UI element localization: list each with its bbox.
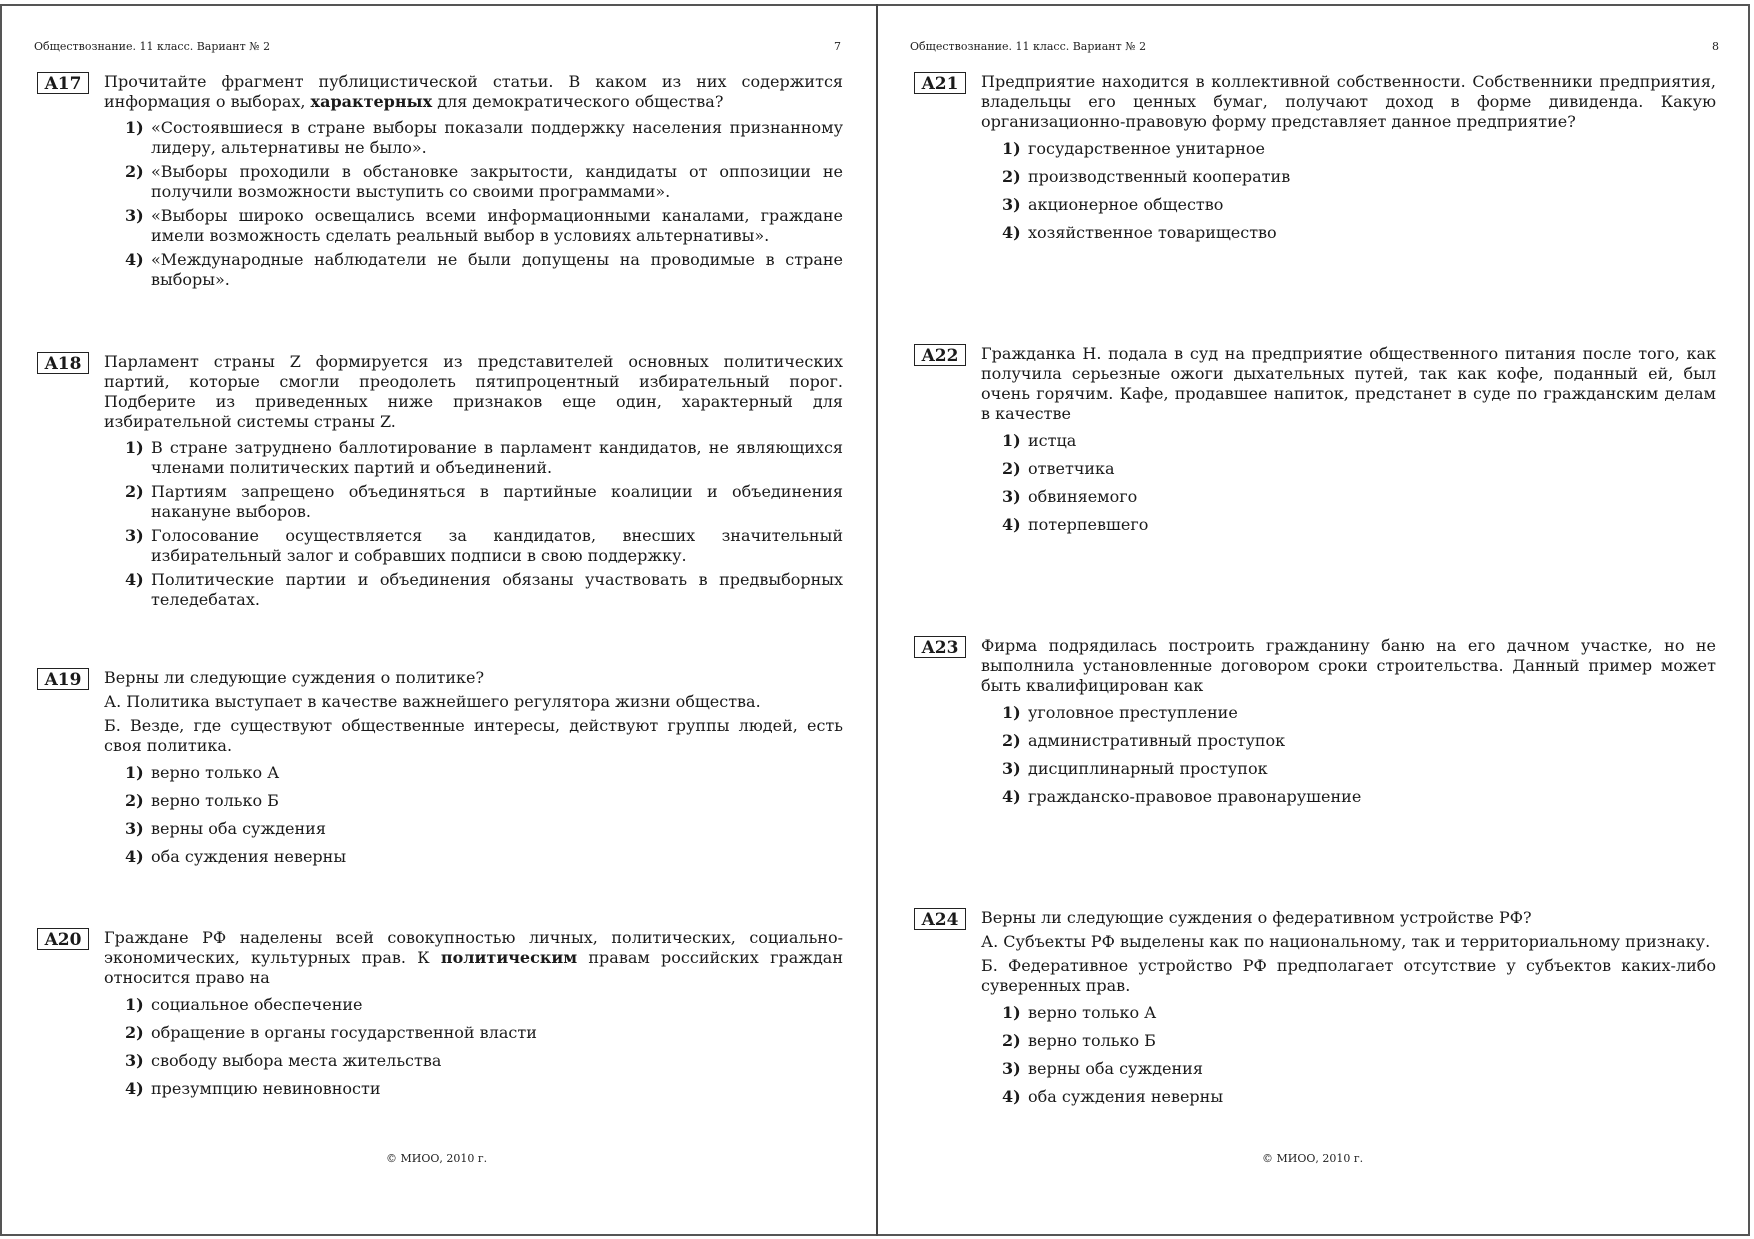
question-label: A24 — [914, 908, 966, 930]
question-text: Верны ли следующие суждения о федеративном устройстве РФ? — [981, 908, 1532, 927]
statement-a: А. Субъекты РФ выделены как по национальному, так и территориальному признаку. — [981, 932, 1711, 951]
question-text: Предприятие находится в коллективной собственности. Собственники предприятия, владельцы его ценных бумаг, получают доход в форме дивиденда. Какую организационно-правовую форму представляет данное предприятие? — [981, 72, 1716, 131]
question-body — [104, 928, 843, 1100]
answer-option[interactable]: 4) хозяйственное товарищество — [1002, 223, 1277, 242]
page-number: 7 — [834, 40, 841, 53]
answer-option[interactable]: 1) социальное обеспечение — [125, 995, 363, 1014]
question-label: A22 — [914, 344, 966, 366]
question-body — [981, 72, 1716, 244]
answer-option[interactable]: 2) административный проступок — [1002, 731, 1286, 750]
question-body — [104, 668, 843, 868]
question-body — [981, 344, 1716, 536]
answer-option[interactable]: 3) верны оба суждения — [1002, 1059, 1203, 1078]
question-label: A17 — [37, 72, 89, 94]
question-text: Верны ли следующие суждения о политике? — [104, 668, 485, 687]
page-header-title: Обществознание. 11 класс. Вариант № 2 — [910, 40, 1147, 53]
answer-options — [104, 763, 843, 868]
answer-option[interactable]: 2) ответчика — [1002, 459, 1115, 478]
page-7 — [0, 4, 876, 1236]
answer-option[interactable]: 4) оба суждения неверны — [1002, 1087, 1224, 1106]
question-label: A18 — [37, 352, 89, 374]
question-text: Граждане РФ наделены всей совокупностью личных, политических, социально-экономических, культурных прав. К политическим правам российских граждан относится право на — [104, 928, 844, 987]
question-body — [981, 908, 1716, 1108]
answer-option[interactable]: 2) производственный кооператив — [1002, 167, 1291, 186]
answer-option[interactable]: 4) оба суждения неверны — [125, 847, 347, 866]
answer-option[interactable]: 2) верно только Б — [1002, 1031, 1156, 1050]
question-text: Фирма подрядилась построить гражданину баню на его дачном участке, но не выполнила установленные договором сроки строительства. Данный пример может быть квалифицирован как — [981, 636, 1716, 695]
answer-option[interactable]: 1) В стране затруднено баллотирование в парламент кандидатов, не являющихся членами политических партий и объединений. — [125, 438, 843, 477]
answer-option[interactable]: 3) дисциплинарный проступок — [1002, 759, 1268, 778]
emphasis: характерных — [310, 92, 433, 111]
page-footer: © МИОО, 2010 г. — [386, 1152, 488, 1165]
answer-option[interactable]: 3) акционерное общество — [1002, 195, 1224, 214]
answer-option[interactable]: 1) «Состоявшиеся в стране выборы показали поддержку населения признанному лидеру, альтернативы не было». — [125, 118, 843, 157]
question-text: Гражданка Н. подала в суд на предприятие общественного питания после того, как получила серьезные ожоги дыхательных путей, так как кофе, поданный ей, был очень горячим. Кафе, продавшее напиток, предстанет в суде по гражданским делам в качестве — [981, 344, 1716, 423]
question-label: A23 — [914, 636, 966, 658]
answer-option[interactable]: 2) Партиям запрещено объединяться в партийные коалиции и объединения накануне выборов. — [125, 482, 843, 521]
answer-options — [981, 431, 1716, 536]
question-text: Парламент страны Z формируется из представителей основных политических партий, которые смогли преодолеть пятипроцентный избирательный порог. Подберите из приведенных ниже признаков еще один, характерный для избирательной системы страны Z. — [104, 352, 843, 431]
question-label: A19 — [37, 668, 89, 690]
answer-option[interactable]: 3) «Выборы широко освещались всеми информационными каналами, граждане имели возможность сделать реальный выбор в условиях альтернативы». — [125, 206, 843, 245]
answer-option[interactable]: 3) обвиняемого — [1002, 487, 1138, 506]
answer-option[interactable]: 2) «Выборы проходили в обстановке закрытости, кандидаты от оппозиции не получили возможности выступить со своими программами». — [125, 162, 843, 201]
statement-b: Б. Федеративное устройство РФ предполагает отсутствие у субъектов каких-либо суверенных прав. — [981, 956, 1716, 995]
answer-options — [104, 438, 843, 610]
answer-options — [104, 995, 843, 1100]
answer-option[interactable]: 4) «Международные наблюдатели не были допущены на проводимые в стране выборы». — [125, 250, 843, 289]
answer-option[interactable]: 4) гражданско-правовое правонарушение — [1002, 787, 1362, 806]
answer-option[interactable]: 1) государственное унитарное — [1002, 139, 1265, 158]
answer-options — [104, 118, 843, 290]
answer-option[interactable]: 3) Голосование осуществляется за кандидатов, внесших значительный избирательный залог и собравших подписи в свою поддержку. — [125, 526, 843, 565]
question-label: A21 — [914, 72, 966, 94]
answer-option[interactable]: 3) свободу выбора места жительства — [125, 1051, 442, 1070]
answer-option[interactable]: 1) верно только А — [1002, 1003, 1157, 1022]
question-text: Прочитайте фрагмент публицистической статьи. В каком из них содержится информация о выборах, характерных для демократического общества? — [104, 72, 843, 111]
answer-options — [981, 703, 1716, 808]
question-body — [104, 352, 843, 610]
answer-options — [981, 139, 1716, 244]
answer-option[interactable]: 2) верно только Б — [125, 791, 279, 810]
question-label: A20 — [37, 928, 89, 950]
answer-option[interactable]: 1) верно только А — [125, 763, 280, 782]
page-footer: © МИОО, 2010 г. — [1262, 1152, 1364, 1165]
statement-b: Б. Везде, где существуют общественные интересы, действуют группы людей, есть своя политика. — [104, 716, 843, 755]
answer-option[interactable]: 1) истца — [1002, 431, 1077, 450]
question-body — [104, 72, 843, 290]
page-header-title: Обществознание. 11 класс. Вариант № 2 — [34, 40, 271, 53]
emphasis: политическим — [440, 948, 578, 967]
answer-options — [981, 1003, 1716, 1108]
statement-a: А. Политика выступает в качестве важнейшего регулятора жизни общества. — [104, 692, 761, 711]
answer-option[interactable]: 3) верны оба суждения — [125, 819, 326, 838]
answer-option[interactable]: 4) потерпевшего — [1002, 515, 1149, 534]
page-number: 8 — [1712, 40, 1719, 53]
answer-option[interactable]: 4) презумпцию невиновности — [125, 1079, 381, 1098]
answer-option[interactable]: 4) Политические партии и объединения обязаны участвовать в предвыборных теледебатах. — [125, 570, 843, 609]
page-8 — [878, 4, 1750, 1236]
answer-option[interactable]: 2) обращение в органы государственной власти — [125, 1023, 537, 1042]
answer-option[interactable]: 1) уголовное преступление — [1002, 703, 1238, 722]
question-body — [981, 636, 1716, 808]
